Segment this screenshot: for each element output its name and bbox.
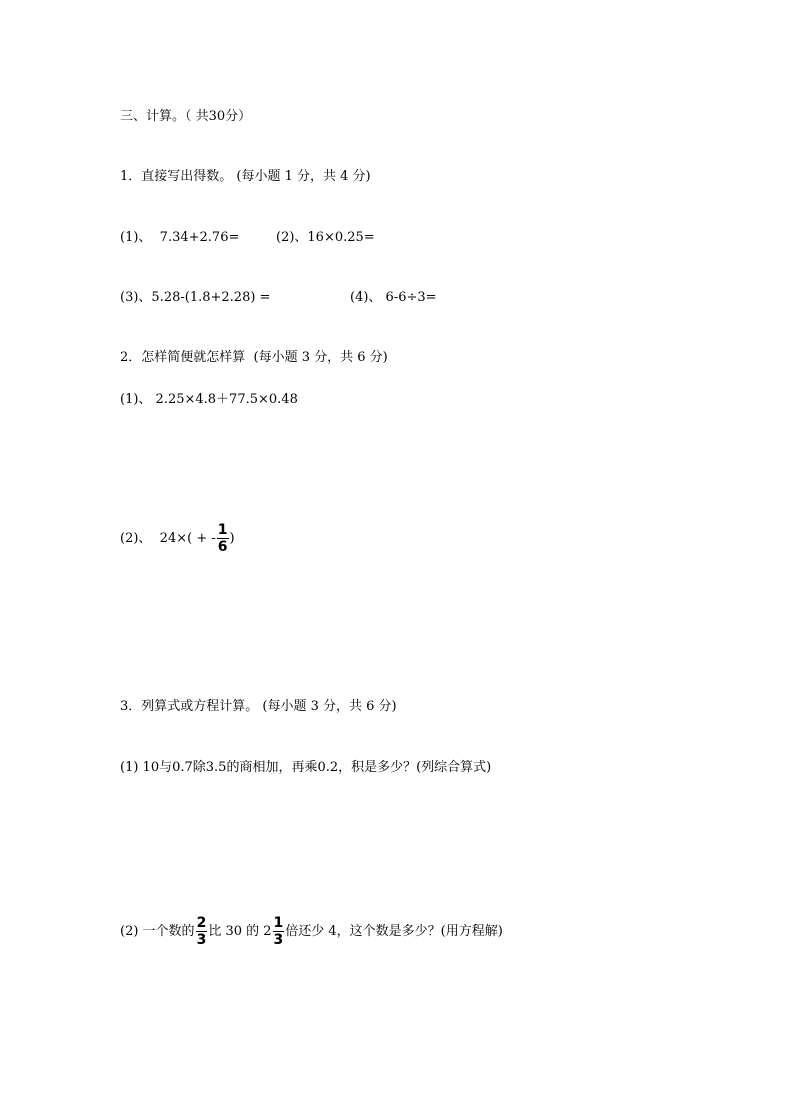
q1-item-4: (4)、 6-6÷3= (350, 290, 437, 305)
fraction-denominator: 6 (217, 539, 228, 555)
fraction-one-sixth (217, 523, 229, 554)
question-1-title: 1．直接写出得数。 (每小题 1 分，共 4 分) (120, 169, 371, 184)
q3-item-1: (1) 10与0.7除3.5的商相加，再乘0.2，积是多少？(列综合算式) (120, 760, 492, 775)
q1-item-2: (2)、16×0.25= (276, 230, 375, 245)
fraction-numerator: 2 (196, 915, 207, 931)
question-2-title: 2．怎样简便就怎样算 (每小题 3 分，共 6 分) (120, 350, 388, 365)
fraction-numerator: 1 (217, 522, 228, 538)
fraction-denominator: 3 (196, 932, 207, 948)
q3-item-2-part-1: (2) 一个数的 (120, 924, 195, 939)
q3-item-2 (120, 916, 503, 947)
fraction-denominator: 3 (273, 932, 284, 948)
q2-item-2-suffix: ) (229, 531, 235, 546)
section-heading: 三、计算。（ 共30分） (120, 109, 252, 124)
q3-item-2-part-2: 比 30 的 2 (208, 924, 272, 939)
q1-item-3: (3)、5.28-(1.8+2.28) = (120, 290, 271, 305)
q1-item-1: (1)、 7.34+2.76= (120, 230, 240, 245)
fraction-two-thirds (196, 916, 208, 947)
fraction-one-third (273, 916, 285, 947)
q2-item-2 (120, 523, 235, 554)
question-3-title: 3．列算式或方程计算。 (每小题 3 分，共 6 分) (120, 699, 397, 714)
q3-item-2-part-3: 倍还少 4，这个数是多少？(用方程解) (285, 924, 503, 939)
q2-item-2-prefix: (2)、 24×( + - (120, 531, 216, 546)
q2-item-1: (1)、 2.25×4.8＋77.5×0.48 (120, 392, 298, 407)
fraction-numerator: 1 (273, 915, 284, 931)
